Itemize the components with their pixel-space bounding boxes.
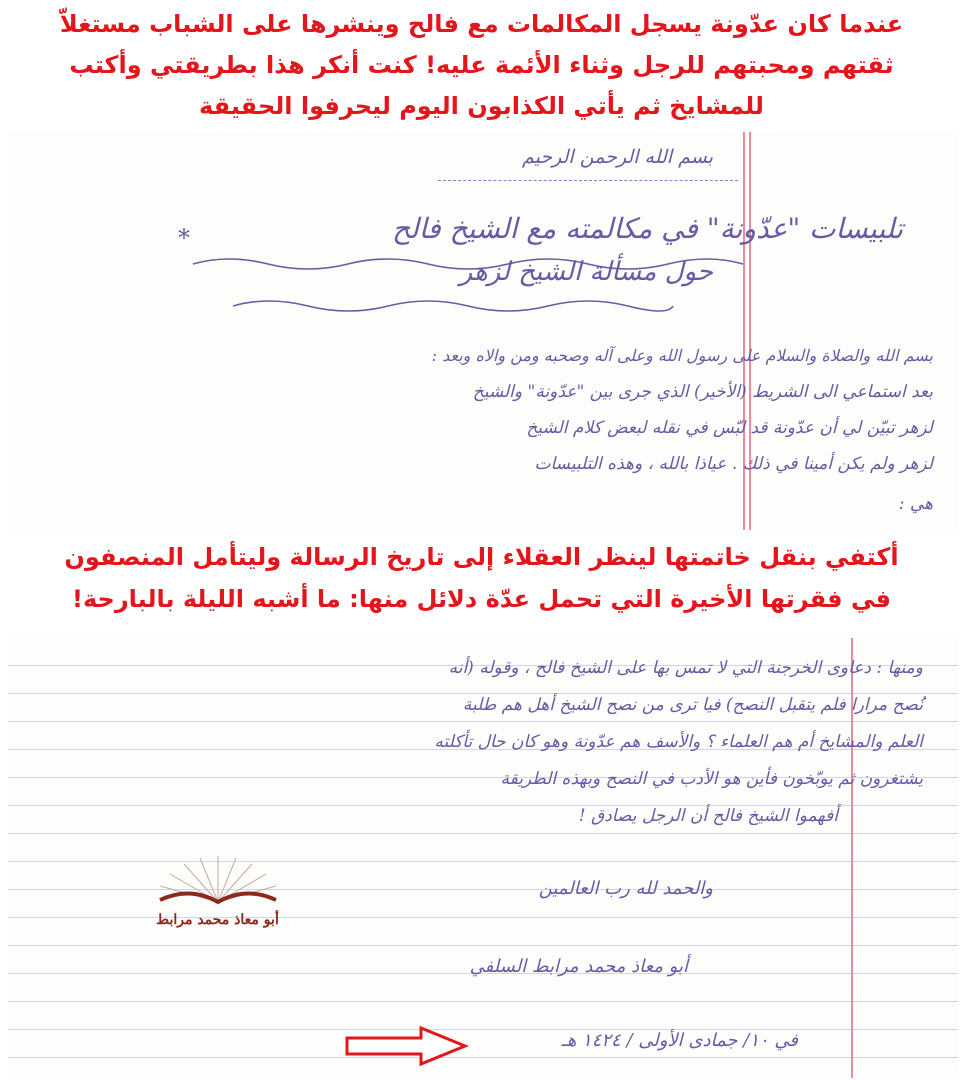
sunrise-book-icon — [130, 850, 305, 910]
subtitle-underline — [228, 294, 678, 314]
letter-line: العلم والمشايخ أم هم العلماء ؟ والأسف هم عدّونة وهو كان حال تأكلته — [434, 732, 923, 752]
letter-line: بسم الله والصلاة والسلام على رسول الله وعلى آله وصحبه ومن والاه وبعد : — [431, 346, 933, 365]
letter-line: أفهموا الشيخ فالح أن الرجل يصادق ! — [578, 806, 838, 826]
header-caption — [0, 4, 963, 127]
header-caption-line: ثقتهم ومحبتهم للرجل وثناء الأئمة عليه! كنت أنكر هذا بطريقتي وأكتب — [69, 51, 894, 79]
letter-line: هي : — [898, 494, 933, 514]
letter-line: نُصح مرارا فلم يتقبل النصح) فيا ترى من نصح الشيخ أهل هم طلبة — [462, 695, 923, 715]
star-mark: * — [178, 224, 190, 252]
header-caption-line: للمشايخ ثم يأتي الكذابون اليوم ليحرفوا الحقيقة — [199, 92, 764, 120]
middle-caption-line: أكتفي بنقل خاتمتها لينظر العقلاء إلى تاريخ الرسالة وليتأمل المنصفون — [64, 543, 899, 571]
letter-date: في ١٠/ جمادى الأولى / ١٤٢٤ هـ — [561, 1030, 798, 1051]
signature: أبو معاذ محمد مرابط السلفي — [469, 956, 688, 977]
author-logo — [130, 850, 305, 935]
arrow-right-icon — [343, 1025, 471, 1067]
letter-subtitle: حول مسألة الشيخ لزهر — [459, 257, 713, 287]
middle-caption — [0, 536, 963, 620]
letter-title: تلبيسات "عدّونة" في مكالمته مع الشيخ فالح — [392, 212, 903, 245]
letter-line: بعد استماعي الى الشريط (الأخير) الذي جرى بين "عدّونة" والشيخ — [472, 382, 933, 402]
basmala: بسم الله الرحمن الرحيم — [522, 146, 713, 168]
letter-scan-top — [8, 132, 958, 530]
handwritten-rule — [438, 180, 738, 182]
middle-caption-line: في فقرتها الأخيرة التي تحمل عدّة دلائل منها: ما أشبه الليلة بالبارحة! — [72, 585, 891, 613]
closing-line: والحمد لله رب العالمين — [538, 878, 713, 899]
letter-line: يشتغرون ثم يوبّخون فأين هو الأدب في النصح وبهذه الطريقة — [500, 769, 923, 789]
letter-line: لزهر ولم يكن أمينا في ذلك . عياذا بالله ، وهذه التلبيسات — [534, 454, 933, 474]
letter-line: لزهر تبيّن لي أن عدّونة قد لبّس في نقله لبعض كلام الشيخ — [526, 418, 933, 438]
letter-line: ومنها : دعاوى الخرجنة التي لا تمس بها على الشيخ فالح ، وقوله (أنه — [448, 658, 923, 678]
logo-text: أبو معاذ محمد مرابط — [156, 912, 279, 928]
header-caption-line: عندما كان عدّونة يسجل المكالمات مع فالح وينشرها على الشباب مستغلاّ — [59, 10, 904, 38]
